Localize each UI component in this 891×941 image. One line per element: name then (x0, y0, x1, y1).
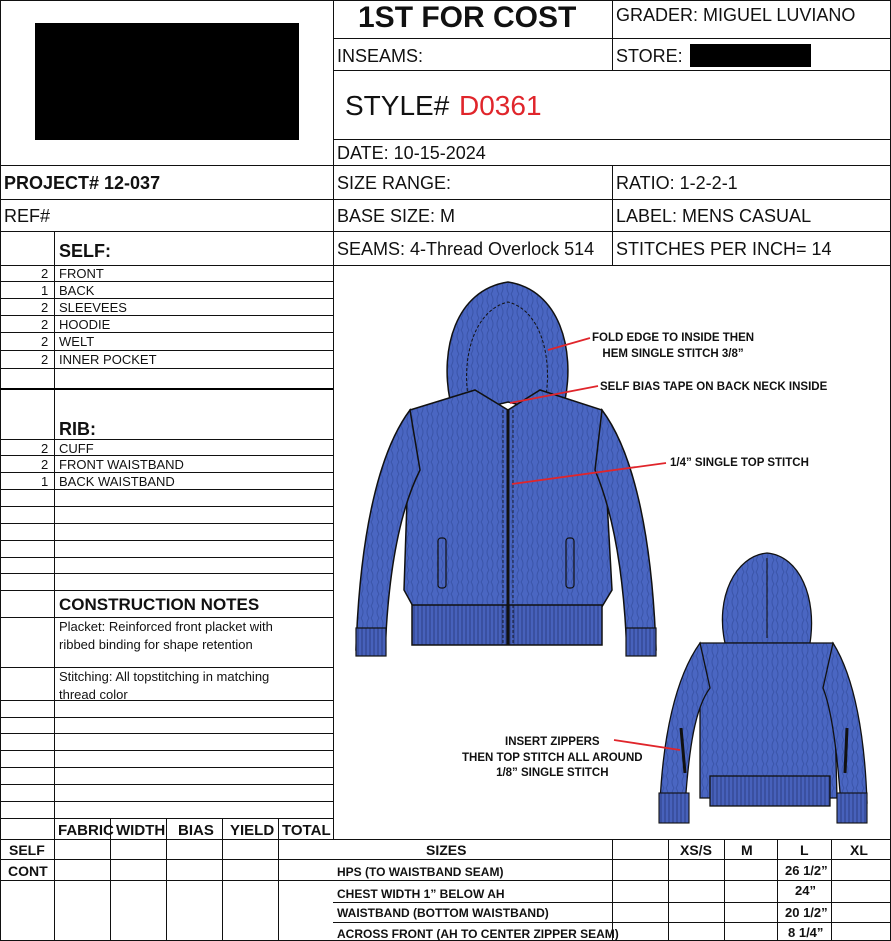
measurement-value: 8 1/4” (788, 925, 824, 940)
qty: 1 (41, 283, 49, 298)
base-size-field: BASE SIZE: M (337, 206, 456, 226)
annotation-hood-hem (592, 331, 754, 362)
measurement-value: 24” (795, 883, 816, 898)
store-field: STORE: (616, 46, 683, 66)
qty: 2 (41, 334, 49, 349)
inseams-field: INSEAMS: (337, 46, 424, 66)
style-label: STYLE# (345, 90, 450, 121)
self-heading: SELF: (59, 241, 111, 261)
size-col: M (741, 842, 753, 858)
rib-heading: RIB: (59, 419, 96, 439)
size-range-field: SIZE RANGE: (337, 173, 452, 193)
yield-col-header: YIELD (230, 822, 275, 839)
qty: 2 (41, 352, 49, 367)
seams-field: SEAMS: 4-Thread Overlock 514 (337, 239, 595, 259)
item-name: BACK (59, 283, 95, 298)
stitches-field: STITCHES PER INCH= 14 (616, 239, 832, 259)
qty: 2 (41, 300, 49, 315)
fabric-col-header: FABRIC (58, 822, 114, 839)
size-col: L (800, 842, 809, 858)
annotation-line: 1/8” SINGLE STITCH (496, 767, 609, 780)
label-field: LABEL: MENS CASUAL (616, 206, 812, 226)
construction-line: Stitching: All topstitching in matching (59, 669, 270, 684)
date-field: DATE: 10-15-2024 (337, 143, 486, 163)
item-name: BACK WAISTBAND (59, 474, 175, 489)
annotation-line: HEM SINGLE STITCH 3/8” (602, 347, 744, 360)
item-name: FRONT (59, 266, 104, 281)
measurement-value: 20 1/2” (785, 905, 828, 920)
measurement-label: CHEST WIDTH 1” BELOW AH (337, 887, 505, 901)
measurement-value: 26 1/2” (785, 863, 828, 878)
qty: 2 (41, 441, 49, 456)
grader-field: GRADER: MIGUEL LUVIANO (616, 5, 856, 25)
construction-line: thread color (59, 687, 128, 702)
size-col: XL (850, 842, 868, 858)
fabric-row-label: SELF (9, 842, 45, 858)
item-name: WELT (59, 334, 95, 349)
total-col-header: TOTAL (282, 822, 331, 839)
item-name: SLEEVEES (59, 300, 127, 315)
construction-line: Placket: Reinforced front placket with (59, 619, 273, 634)
annotation-zippers (462, 735, 643, 782)
annotation-line: INSERT ZIPPERS (505, 736, 600, 748)
measurement-label: WAISTBAND (BOTTOM WAISTBAND) (337, 906, 549, 920)
item-name: INNER POCKET (59, 352, 157, 367)
measurement-label: ACROSS FRONT (AH TO CENTER ZIPPER SEAM) (337, 927, 619, 941)
annotation-bias-tape: SELF BIAS TAPE ON BACK NECK INSIDE (600, 381, 828, 393)
annotation-line: FOLD EDGE TO INSIDE THEN (592, 332, 755, 344)
qty: 2 (41, 317, 49, 332)
bias-col-header: BIAS (178, 822, 214, 839)
qty: 1 (41, 474, 49, 489)
ratio-field: RATIO: 1-2-2-1 (616, 173, 738, 193)
item-name: FRONT WAISTBAND (59, 457, 184, 472)
sheet-title: 1ST FOR COST (358, 1, 577, 34)
ref-field: REF# (4, 206, 51, 226)
size-col: XS/S (680, 842, 712, 858)
qty: 2 (41, 457, 49, 472)
measurement-label: HPS (TO WAISTBAND SEAM) (337, 865, 504, 879)
style-number: D0361 (459, 90, 542, 121)
fabric-row-label: CONT (8, 863, 48, 879)
construction-line: ribbed binding for shape retention (59, 637, 253, 652)
item-name: CUFF (59, 441, 94, 456)
project-field: PROJECT# 12-037 (4, 173, 161, 193)
item-name: HOODIE (59, 317, 111, 332)
sizes-header: SIZES (426, 842, 467, 858)
construction-heading: CONSTRUCTION NOTES (59, 595, 260, 614)
width-col-header: WIDTH (116, 822, 166, 839)
annotation-top-stitch: 1/4” SINGLE TOP STITCH (670, 457, 809, 469)
qty: 2 (41, 266, 49, 281)
annotation-line: THEN TOP STITCH ALL AROUND (462, 751, 643, 764)
